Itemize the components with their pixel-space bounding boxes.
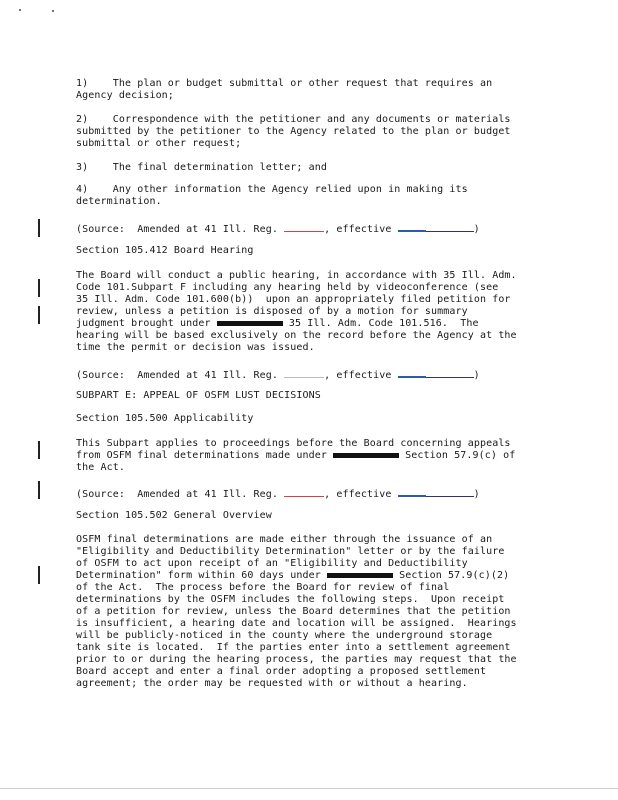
- paragraph-line: of OSFM to act upon receipt of an "Eligibility and Deductibility: [76, 558, 468, 569]
- source-suffix: ): [473, 489, 480, 500]
- change-bar: [38, 219, 40, 237]
- source-prefix: (Source: Amended at 41 Ill. Reg.: [76, 224, 285, 235]
- paragraph-line: prior to or during the hearing process, the parties may request that the: [76, 654, 517, 665]
- paragraph-line: [76, 450, 538, 462]
- source-note: [76, 222, 538, 236]
- paragraph-line: [76, 570, 538, 582]
- source-suffix: ): [473, 370, 480, 381]
- source-mid: , effective: [324, 224, 398, 235]
- list-item: [76, 114, 538, 150]
- change-bar: [38, 566, 40, 584]
- section-heading: Section 105.502 General Overview: [76, 510, 272, 521]
- source-mid: , effective: [324, 370, 398, 381]
- change-bar: [38, 306, 40, 324]
- section-heading: Section 105.500 Applicability: [76, 413, 254, 424]
- list-item-line: 4) Any other information the Agency relied upon in making its: [76, 184, 468, 195]
- change-bar: [38, 441, 40, 459]
- redaction-mark: [217, 321, 283, 326]
- paragraph-line: review, unless a petition is disposed of by a motion for summary: [76, 306, 468, 317]
- scan-speck: [19, 9, 21, 11]
- effective-date-blank: [398, 487, 474, 497]
- paragraph-line: tank site is located. If the parties enter into a settlement agreement: [76, 642, 511, 653]
- list-item-line: 1) The plan or budget submittal or other request that requires an: [76, 78, 493, 89]
- list-item: [76, 162, 538, 174]
- list-item-line: determination.: [76, 196, 162, 207]
- paragraph-text: Determination" form within 60 days under: [76, 570, 327, 581]
- paragraph-line: Board accept and enter a final order adopting a proposed settlement: [76, 666, 487, 677]
- redaction-mark: [333, 453, 399, 458]
- paragraph-text: Section 57.9(c) of: [399, 450, 516, 461]
- subpart-heading: SUBPART E: APPEAL OF OSFM LUST DECISIONS: [76, 390, 321, 401]
- paragraph-text: Section 57.9(c)(2): [392, 570, 510, 581]
- paragraph-line: of the Act. The process before the Board for review of final: [76, 582, 450, 593]
- source-mid: , effective: [324, 489, 398, 500]
- paragraph-line: This Subpart applies to proceedings before the Board concerning appeals: [76, 438, 511, 449]
- effective-date-blank: [398, 222, 474, 232]
- list-item-line: 3) The final determination letter; and: [76, 162, 327, 173]
- register-blank: [284, 487, 324, 497]
- source-note: [76, 368, 538, 382]
- paragraph-line: hearing will be based exclusively on the record before the Agency at the: [76, 330, 517, 341]
- paragraph-line: the Act.: [76, 462, 125, 473]
- section-heading: Section 105.412 Board Hearing: [76, 245, 254, 256]
- source-prefix: (Source: Amended at 41 Ill. Reg.: [76, 489, 285, 500]
- list-item: [76, 184, 538, 208]
- list-item-line: submittal or other request;: [76, 138, 242, 149]
- paragraph-line: determinations by the OSFM includes the following steps. Upon receipt: [76, 594, 505, 605]
- source-suffix: ): [473, 224, 480, 235]
- list-item-line: Agency decision;: [76, 90, 174, 101]
- register-blank: [284, 368, 324, 378]
- list-item-line: 2) Correspondence with the petitioner and any documents or materials: [76, 114, 511, 125]
- paragraph-text: from OSFM final determinations made under: [76, 450, 334, 461]
- scan-speck: [52, 10, 54, 12]
- paragraph-line: OSFM final determinations are made either through the issuance of an: [76, 534, 493, 545]
- paragraph-line: The Board will conduct a public hearing, in accordance with 35 Ill. Adm.: [76, 270, 517, 281]
- register-blank: [284, 222, 324, 232]
- paragraph-line: of a petition for review, unless the Board determines that the petition: [76, 606, 511, 617]
- paragraph-line: [76, 318, 538, 330]
- paragraph-line: 35 Ill. Adm. Code 101.600(b)) upon an appropriately filed petition for: [76, 294, 511, 305]
- section-paragraph: [76, 534, 538, 690]
- source-prefix: (Source: Amended at 41 Ill. Reg.: [76, 370, 285, 381]
- paragraph-line: Code 101.Subpart F including any hearing held by videoconference (see: [76, 282, 499, 293]
- change-bar: [38, 481, 40, 499]
- section-paragraph: [76, 438, 538, 474]
- paragraph-line: time the permit or decision was issued.: [76, 342, 315, 353]
- paragraph-text: judgment brought under: [76, 318, 217, 329]
- list-item-line: submitted by the petitioner to the Agency related to the plan or budget: [76, 126, 511, 137]
- paragraph-line: "Eligibility and Deductibility Determination" letter or by the failure: [76, 546, 505, 557]
- paragraph-line: will be publicly-noticed in the county where the underground storage: [76, 630, 493, 641]
- redaction-mark: [327, 573, 393, 578]
- scan-edge: [0, 788, 618, 789]
- paragraph-line: agreement; the order may be requested with or without a hearing.: [76, 678, 468, 689]
- source-note: [76, 487, 538, 501]
- paragraph-line: is insufficient, a hearing date and location will be assigned. Hearings: [76, 618, 517, 629]
- change-bar: [38, 279, 40, 297]
- list-item: [76, 78, 538, 102]
- effective-date-blank: [398, 368, 474, 378]
- section-paragraph: [76, 270, 538, 354]
- paragraph-text: 35 Ill. Adm. Code 101.516. The: [282, 318, 479, 329]
